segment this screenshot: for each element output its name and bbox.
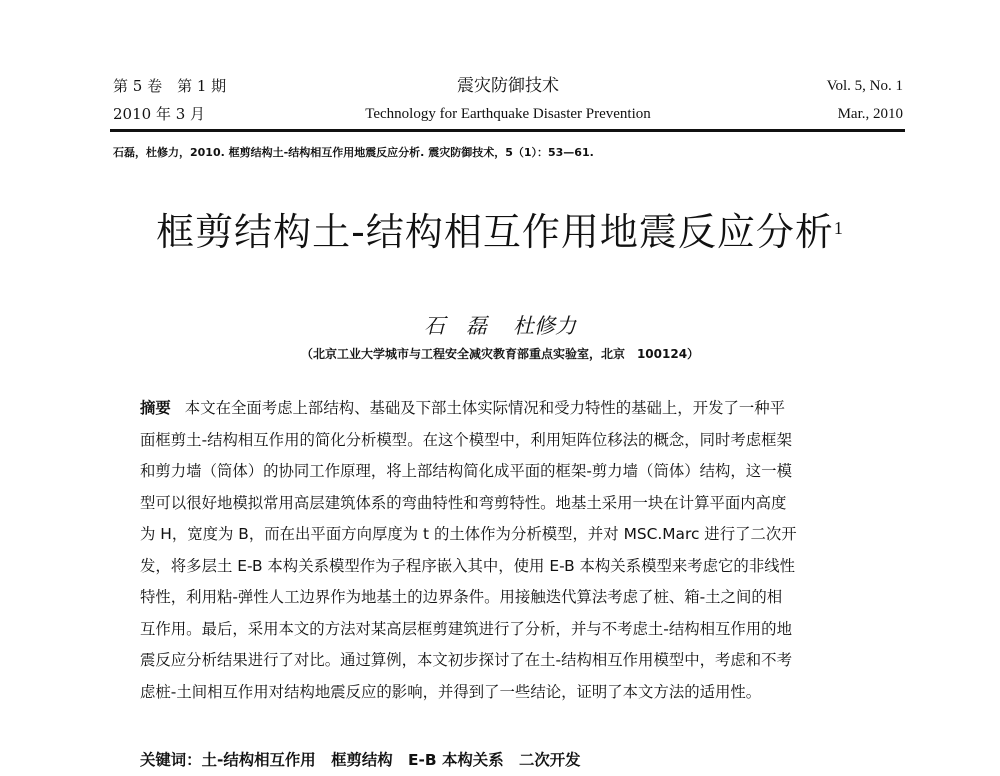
journal-name-cn: 震灾防御技术 xyxy=(457,76,559,96)
header-rule xyxy=(110,129,905,132)
paper-title-text: 框剪结构土-结构相互作用地震反应分析 xyxy=(156,210,834,254)
journal-name-en: Technology for Earthquake Disaster Prevention xyxy=(365,106,651,122)
abstract-line: 特性，利用粘-弹性人工边界作为地基土的边界条件。用接触迭代算法考虑了桩、箱-土之间的相 xyxy=(140,588,783,606)
abstract-label: 摘要 xyxy=(140,399,171,417)
abstract-line: 为 H，宽度为 B，而在出平面方向厚度为 t 的土体作为分析模型，并对 MSC.Marc 进行了二次开 xyxy=(140,525,797,543)
author-affiliation: （北京工业大学城市与工程安全减灾教育部重点实验室，北京 100124） xyxy=(300,347,700,361)
abstract-line: 虑桩-土间相互作用对结构地震反应的影响，并得到了一些结论，证明了本文方法的适用性。 xyxy=(140,682,762,701)
volume-issue-en: Vol. 5, No. 1 xyxy=(826,78,903,94)
keywords-line: 关键词：土-结构相互作用 框剪结构 E-B 本构关系 二次开发 xyxy=(140,751,581,769)
header-row-2 xyxy=(113,100,903,128)
citation-line: 石磊，杜修力，2010. 框剪结构土-结构相互作用地震反应分析. 震灾防御技术，5（1）：53—61. xyxy=(113,146,594,159)
publication-date-cn: 2010 年 3 月 xyxy=(113,105,206,123)
abstract-line: 和剪力墙（筒体）的协同工作原理，将上部结构简化成平面的框架-剪力墙（筒体）结构，这一模 xyxy=(140,462,792,480)
header-row-1 xyxy=(113,72,903,100)
paper-title xyxy=(0,208,1000,256)
abstract-line: 发，将多层土 E-B 本构关系模型作为子程序嵌入其中，使用 E-B 本构关系模型来考虑它的非线性 xyxy=(140,556,795,575)
abstract-block xyxy=(140,393,880,708)
abstract-line: 型可以很好地模拟常用高层建筑体系的弯曲特性和弯剪特性。地基土采用一块在计算平面内高度 xyxy=(140,493,787,512)
abstract-line: 互作用。最后，采用本文的方法对某高层框剪建筑进行了分析，并与不考虑土-结构相互作用的地 xyxy=(140,619,792,638)
author-2: 杜修力 xyxy=(513,314,576,338)
author-1: 石 磊 xyxy=(424,314,487,338)
author-list xyxy=(0,312,1000,340)
abstract-line: 摘要 本文在全面考虑上部结构、基础及下部土体实际情况和受力特性的基础上，开发了一种平 xyxy=(140,399,786,417)
journal-header xyxy=(113,72,903,136)
abstract-line: 面框剪土-结构相互作用的简化分析模型。在这个模型中，利用矩阵位移法的概念，同时考虑框架 xyxy=(140,430,792,449)
title-footnote-marker: 1 xyxy=(833,218,844,238)
publication-date-en: Mar., 2010 xyxy=(837,106,903,122)
volume-issue-cn: 第 5 卷 第 1 期 xyxy=(113,77,227,95)
abstract-line: 震反应分析结果进行了对比。通过算例，本文初步探讨了在土-结构相互作用模型中，考虑和不考 xyxy=(140,651,792,669)
